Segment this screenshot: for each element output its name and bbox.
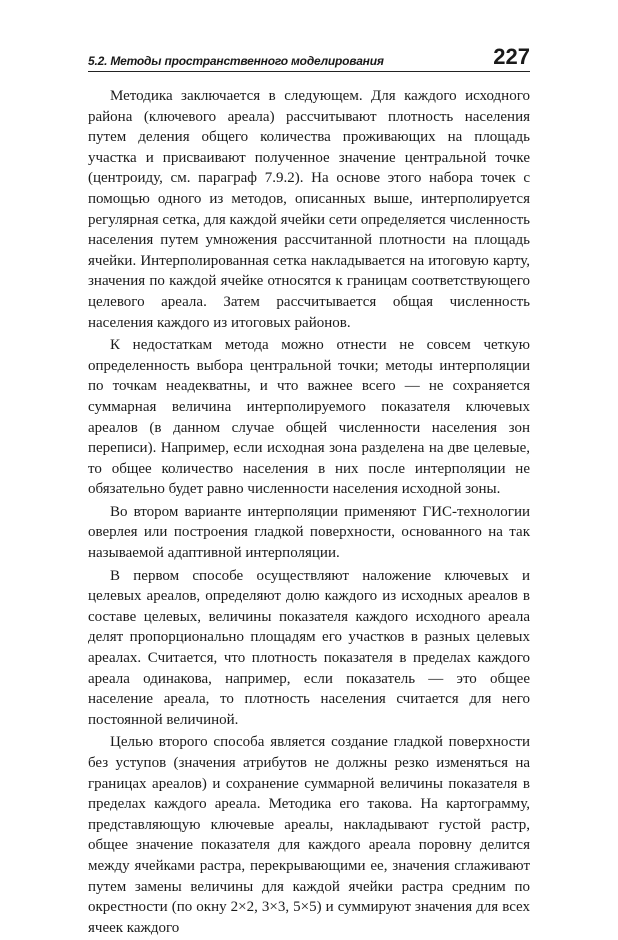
running-head [88, 44, 530, 72]
paragraph: Во втором варианте интерполяции применяют ГИС-технологии оверлея или построения гладкой поверхности, основанного на так называемой адаптивной интерполяции. [88, 503, 530, 562]
paragraph: Методика заключается в следующем. Для каждого исходного района (ключевого ареала) рассчитывают плотность населения путем деления общего количества проживающих на площадь участка и присваивают полученное значение центральной точке (центроиду, см. параграф 7.9.2). На основе этого набора точек с помощью одного из методов, описанных выше, интерполируется регулярная сетка, для каждой ячейки сети определяется численность населения путем умножения рассчитанной плотности на площадь ячейки. Интерполированная сетка накладывается на итоговую карту, значения по каждой ячейке относятся к границам соответствующего целевого ареала. Затем рассчитывается общая численность населения каждого из итоговых районов. [88, 88, 530, 331]
section-title: 5.2. Методы пространственного моделирования [88, 54, 384, 68]
header-rule [88, 71, 530, 72]
paragraph: В первом способе осуществляют наложение ключевых и целевых ареалов, определяют долю каждого из исходных ареалов в составе целевых, величины показателя каждого исходного ареала делят пропорционально площадям его участков в разных целевых ареалах. Считается, что плотность показателя в пределах каждого ареала одинакова, например, если показатель — это общее население ареала, то плотность населения считается для него постоянной величиной. [88, 567, 530, 728]
paragraph: К недостаткам метода можно отнести не совсем четкую определенность выбора центральной точки; методы интерполяции по точкам неадекватны, и что важнее всего — не сохраняется суммарная величина интерполируемого показателя ключевых ареалов (в данном случае общей численности населения зон переписи). Например, если исходная зона разделена на две целевые, то общее количество населения в них после интерполяции не обязательно будет равно численности населения исходной зоны. [88, 337, 530, 498]
paragraph: Целью второго способа является создание гладкой поверхности без уступов (значения атрибутов не должны резко изменяться на границах ареалов) и сохранение суммарной величины показателя в пределах каждого ареала. Методика его такова. На картограмму, представляющую ключевые ареалы, накладывают густой растр, общее значение показателя для каждого ареала поровну делится между ячейками растра, перекрывающими ее, значения сглаживают путем замены величины для каждой ячейки растра средним по окрестности (по окну 2×2, 3×3, 5×5) и суммируют значения для всех ячеек каждого [88, 734, 530, 936]
page-number: 227 [493, 44, 530, 69]
body-text [88, 86, 530, 940]
